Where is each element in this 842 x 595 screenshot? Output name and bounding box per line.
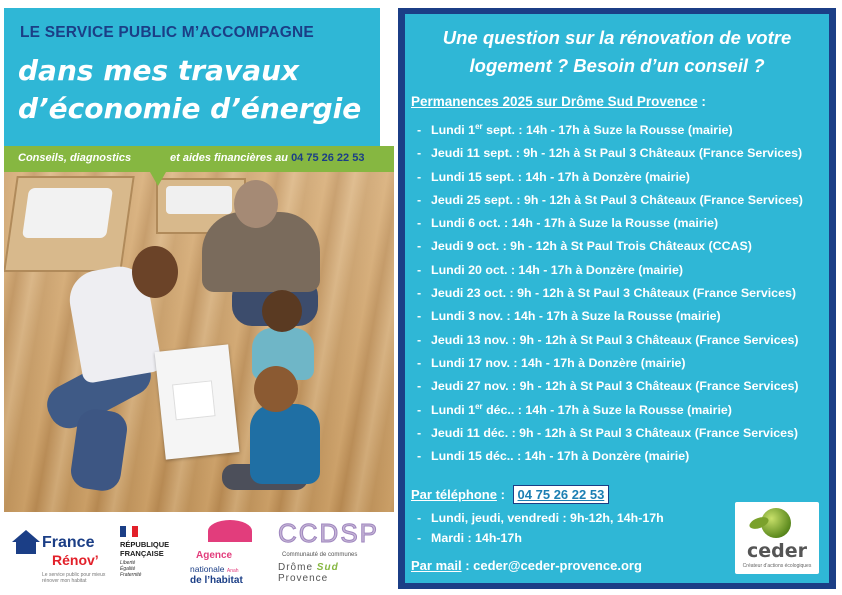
services-right bbox=[170, 152, 364, 164]
anah-tag: Anah bbox=[226, 568, 239, 574]
services-banner bbox=[4, 146, 394, 172]
mail-line bbox=[411, 558, 642, 573]
schedule-day: Jeudi 11 déc. bbox=[431, 425, 509, 440]
question-heading bbox=[405, 24, 829, 80]
france-renov-text2: Rénov’ bbox=[52, 552, 99, 568]
packing-paper bbox=[166, 186, 232, 214]
services-right-text: et aides financières au bbox=[170, 152, 288, 164]
schedule-day: Lundi 20 oct. bbox=[431, 262, 508, 277]
ccdsp-title: CCDSP bbox=[278, 518, 380, 548]
schedule-item: - Jeudi 27 nov. : 9h - 12h à St Paul 3 Châteaux (France Services) bbox=[417, 379, 799, 394]
schedule-day: Lundi 15 sept. bbox=[431, 169, 515, 184]
person-figure bbox=[262, 290, 302, 332]
house-plan-sheet bbox=[155, 344, 240, 459]
rf-title-1: RÉPUBLIQUE bbox=[120, 540, 170, 549]
france-renov-text1: France bbox=[42, 534, 95, 551]
banner-notch bbox=[150, 172, 166, 186]
house-model bbox=[172, 380, 216, 420]
schedule-day: Lundi 15 déc.. bbox=[431, 449, 514, 464]
schedule-detail: : 9h - 12h à St Paul 3 Châteaux (France Services) bbox=[508, 425, 799, 440]
schedule-day: Lundi 6 oct. bbox=[431, 216, 501, 231]
hours-item: - Lundi, jeudi, vendredi : 9h-12h, 14h-17h bbox=[417, 511, 664, 525]
schedule-item: - Lundi 17 nov. : 14h - 17h à Donzère (mairie) bbox=[417, 355, 686, 370]
phone-number-link[interactable]: 04 75 26 22 53 bbox=[513, 485, 610, 504]
schedule-day: Jeudi 11 sept. bbox=[431, 146, 513, 161]
rf-title bbox=[120, 540, 186, 558]
schedule-detail: : 14h - 17h à Donzère (mairie) bbox=[509, 355, 686, 370]
ceder-tag: Créateur d’actions écologiques bbox=[742, 563, 812, 569]
schedule-detail: : 9h - 12h à St Paul 3 Châteaux (France Services) bbox=[506, 286, 796, 301]
partner-logos bbox=[4, 512, 394, 595]
schedule-item: - Jeudi 9 oct. : 9h - 12h à St Paul Trois Châteaux (CCAS) bbox=[417, 239, 752, 254]
schedule-item: - Lundi 6 oct. : 14h - 17h à Suze la Rousse (mairie) bbox=[417, 216, 719, 231]
house-icon bbox=[16, 542, 36, 554]
ccdsp-c: Provence bbox=[278, 573, 329, 584]
services-phone: 04 75 26 22 53 bbox=[291, 152, 365, 164]
phone-sep: : bbox=[496, 487, 505, 502]
mail-value[interactable]: : ceder@ceder-provence.org bbox=[461, 558, 642, 573]
schedule-detail: : 9h - 12h à St Paul 3 Châteaux (France Services) bbox=[508, 379, 799, 394]
schedule-list bbox=[417, 119, 829, 468]
schedule-item: - Lundi 15 sept. : 14h - 17h à Donzère (mairie) bbox=[417, 169, 690, 184]
family-photo bbox=[4, 172, 394, 512]
hours-list bbox=[417, 508, 664, 548]
header-title-line1: dans mes travaux bbox=[18, 54, 300, 87]
schedule-day-sup: er bbox=[475, 122, 483, 131]
schedule-item: - Lundi 15 déc.. : 14h - 17h à Donzère (mairie) bbox=[417, 449, 690, 464]
info-panel bbox=[398, 8, 836, 589]
schedule-detail: : 9h - 12h à St Paul 3 Châteaux (France Services) bbox=[508, 332, 799, 347]
cardboard-box bbox=[4, 176, 135, 272]
schedule-day: Jeudi 23 oct. bbox=[431, 286, 507, 301]
schedule-day: Lundi 3 nov. bbox=[431, 309, 504, 324]
schedule-item: - Jeudi 13 nov. : 9h - 12h à St Paul 3 Châteaux (France Services) bbox=[417, 332, 799, 347]
schedule-day: Lundi 1 bbox=[431, 123, 476, 137]
schedule-item: - Jeudi 11 sept. : 9h - 12h à St Paul 3 Châteaux (France Services) bbox=[417, 146, 803, 161]
schedule-day: Jeudi 9 oct. bbox=[431, 239, 500, 254]
phone-line bbox=[411, 485, 609, 504]
schedule-detail: : 14h - 17h à Suze la Rousse (mairie) bbox=[503, 309, 721, 324]
rf-motto-1: Liberté bbox=[120, 560, 136, 566]
schedule-detail: : 9h - 12h à St Paul 3 Châteaux (France Services) bbox=[512, 192, 803, 207]
schedule-detail: déc.. : 14h - 17h à Suze la Rousse (mairie) bbox=[482, 402, 732, 417]
question-line1: Une question sur la rénovation de votre bbox=[442, 27, 792, 48]
schedule-day: Lundi 17 nov. bbox=[431, 355, 510, 370]
permanences-heading bbox=[411, 94, 706, 109]
schedule-item: - Lundi 1er sept. : 14h - 17h à Suze la Rousse (mairie) bbox=[417, 122, 733, 137]
schedule-detail: sept. : 14h - 17h à Suze la Rousse (mairie) bbox=[482, 123, 733, 137]
phone-label: Par téléphone bbox=[411, 487, 497, 502]
person-figure bbox=[132, 246, 178, 298]
schedule-item: - Jeudi 23 oct. : 9h - 12h à St Paul 3 Châteaux (France Services) bbox=[417, 286, 796, 301]
rf-motto-3: Fraternité bbox=[120, 572, 142, 578]
rf-motto bbox=[120, 560, 186, 578]
anah-line3: de l’habitat bbox=[190, 575, 243, 586]
schedule-item: - Jeudi 25 sept. : 9h - 12h à St Paul 3 Châteaux (France Services) bbox=[417, 192, 803, 207]
schedule-detail: : 14h - 17h à Suze la Rousse (mairie) bbox=[500, 216, 719, 231]
mail-label: Par mail bbox=[411, 558, 462, 573]
header-kicker: LE SERVICE PUBLIC M’ACCOMPAGNE bbox=[20, 24, 314, 41]
ccdsp-name bbox=[278, 562, 392, 584]
rf-title-2: FRANÇAISE bbox=[120, 549, 164, 558]
permanences-suffix: : bbox=[697, 94, 706, 109]
person-figure bbox=[250, 404, 320, 484]
hours-item: - Mardi : 14h-17h bbox=[417, 531, 522, 545]
question-line2: logement ? Besoin d’un conseil ? bbox=[469, 55, 765, 76]
left-panel bbox=[0, 0, 398, 595]
anah-line2 bbox=[190, 564, 239, 574]
republique-francaise-logo bbox=[120, 526, 186, 586]
schedule-item: - Jeudi 11 déc. : 9h - 12h à St Paul 3 Châteaux (France Services) bbox=[417, 425, 799, 440]
rf-motto-2: Égalité bbox=[120, 566, 136, 572]
schedule-day: Jeudi 27 nov. bbox=[431, 379, 509, 394]
ceder-word: ceder bbox=[746, 540, 807, 562]
header-banner bbox=[4, 8, 380, 146]
france-renov-logo bbox=[12, 520, 112, 590]
schedule-day-sup: er bbox=[475, 401, 483, 411]
schedule-detail: : 14h - 17h à Donzère (mairie) bbox=[514, 169, 690, 184]
flag-icon bbox=[120, 526, 138, 537]
person-figure bbox=[234, 180, 278, 228]
schedule-detail: : 14h - 17h à Donzère (mairie) bbox=[513, 449, 690, 464]
france-renov-tag: Le service public pour mieux rénover mon habitat bbox=[42, 572, 106, 584]
info-panel-inner bbox=[405, 14, 829, 583]
house-icon bbox=[12, 530, 40, 542]
anah-swoosh-icon bbox=[208, 520, 252, 542]
person-figure bbox=[254, 366, 298, 412]
anah-line2-text: nationale bbox=[190, 564, 225, 574]
schedule-item: - Lundi 20 oct. : 14h - 17h à Donzère (mairie) bbox=[417, 262, 684, 277]
ccdsp-sub: Communauté de communes bbox=[282, 552, 358, 558]
schedule-detail: : 9h - 12h à St Paul 3 Châteaux (France Services) bbox=[512, 146, 803, 161]
schedule-item: - Lundi 1er déc.. : 14h - 17h à Suze la Rousse (mairie) bbox=[417, 401, 732, 417]
hours-item-text: Lundi, jeudi, vendredi : 9h-12h, 14h-17h bbox=[431, 511, 664, 525]
header-title bbox=[18, 52, 361, 128]
services-left: Conseils, diagnostics bbox=[18, 152, 132, 164]
anah-line1: Agence bbox=[196, 550, 233, 561]
ccdsp-logo bbox=[268, 514, 392, 590]
schedule-day: Lundi 1 bbox=[431, 402, 476, 417]
ccdsp-a: Drôme bbox=[278, 562, 314, 573]
ceder-logo bbox=[735, 502, 819, 574]
permanences-label: Permanences 2025 sur Drôme Sud Provence bbox=[411, 94, 698, 109]
anah-logo bbox=[190, 520, 268, 590]
header-title-line2: d’économie d’énergie bbox=[18, 92, 362, 125]
ccdsp-b: Sud bbox=[316, 562, 339, 573]
packing-paper bbox=[22, 188, 113, 238]
hours-item-text: Mardi : 14h-17h bbox=[431, 531, 522, 545]
schedule-detail: : 9h - 12h à St Paul Trois Châteaux (CCAS) bbox=[499, 239, 752, 254]
schedule-day: Jeudi 13 nov. bbox=[431, 332, 509, 347]
schedule-item: - Lundi 3 nov. : 14h - 17h à Suze la Rousse (mairie) bbox=[417, 309, 721, 324]
schedule-day: Jeudi 25 sept. bbox=[431, 192, 513, 207]
schedule-detail: : 14h - 17h à Donzère (mairie) bbox=[507, 262, 684, 277]
